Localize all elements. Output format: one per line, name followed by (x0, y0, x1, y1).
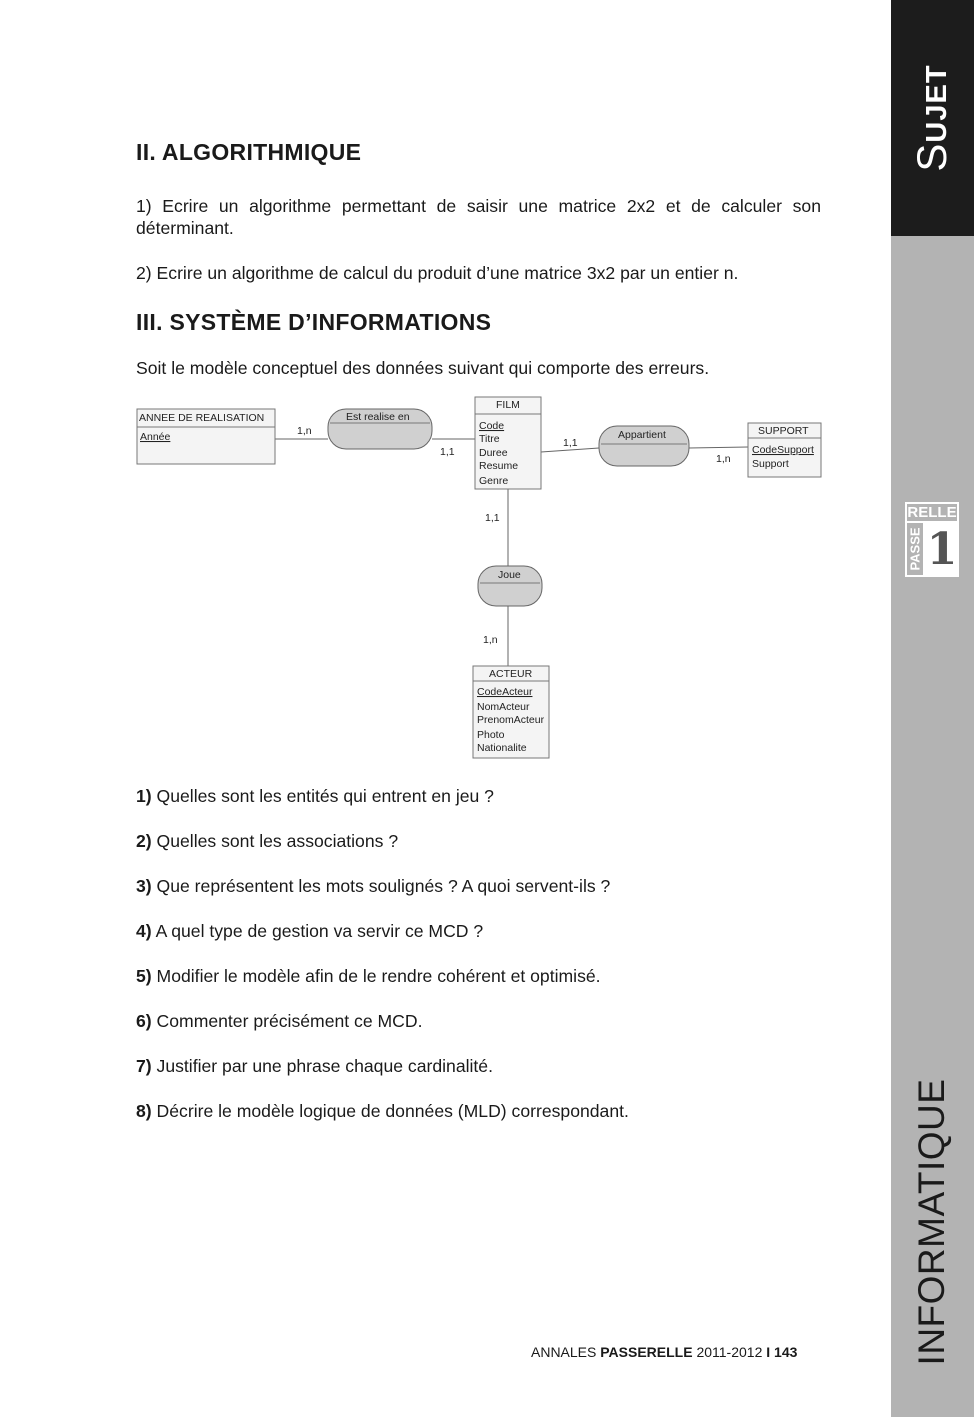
question-2-text: Quelles sont les associations ? (151, 831, 399, 851)
entity-support-attr-support: Support (752, 458, 789, 470)
sujet-label (908, 64, 956, 171)
section-heading-systeme-informations: III. SYSTÈME D’INFORMATIONS (136, 309, 492, 335)
card-support-appartient: 1,n (716, 453, 731, 465)
entity-acteur (473, 666, 549, 758)
sujet-initial: S (908, 142, 955, 172)
question-6-num: 6) (136, 1011, 152, 1031)
footer-years: 2011-2012 (692, 1344, 767, 1360)
entity-annee-attr: Année (140, 431, 171, 443)
question-1-text: Quelles sont les entités qui entrent en jeu ? (151, 786, 494, 806)
question-6-text: Commenter précisément ce MCD. (151, 1011, 423, 1031)
entity-film (475, 397, 541, 489)
question-3-text: Que représentent les mots soulignés ? A quoi servent-ils ? (151, 876, 611, 896)
footer-brand: PASSERELLE (600, 1344, 693, 1360)
question-5-num: 5) (136, 966, 152, 986)
assoc-appartient (599, 426, 689, 466)
assoc-joue (478, 566, 542, 606)
assoc-joue-label: Joue (498, 569, 521, 581)
question-2 (136, 831, 398, 852)
entity-film-attr-code: Code (479, 420, 505, 432)
question-7-num: 7) (136, 1056, 152, 1076)
question-4-text: A quel type de gestion va servir ce MCD ? (151, 921, 484, 941)
entity-acteur-attr-photo: Photo (477, 729, 505, 741)
card-film-joue: 1,1 (485, 512, 500, 524)
question-3-num: 3) (136, 876, 152, 896)
entity-acteur-attr-nationalite: Nationalite (477, 742, 527, 754)
link-appartient-support (689, 447, 748, 448)
entity-acteur-attr-prenom: PrenomActeur (477, 714, 545, 726)
question-algo-1: 1) Ecrire un algorithme permettant de saisir une matrice 2x2 et de calculer son déterminant. (136, 196, 821, 238)
assoc-realise-label: Est realise en (346, 411, 410, 423)
page-number: 143 (770, 1344, 798, 1360)
logo-top-text: RELLE (905, 502, 959, 523)
entity-film-attr-titre: Titre (479, 433, 500, 445)
footer-prefix: ANNALES (531, 1344, 601, 1360)
entity-film-attr-genre: Genre (479, 475, 509, 487)
question-1 (136, 786, 494, 807)
mcd-intro: Soit le modèle conceptuel des données suivant qui comporte des erreurs. (136, 358, 710, 378)
card-film-realise: 1,1 (440, 446, 455, 458)
section-heading-algorithmique: II. ALGORITHMIQUE (136, 139, 362, 165)
page-footer (531, 1344, 797, 1360)
question-8-text: Décrire le modèle logique de données (MLD) correspondant. (151, 1101, 629, 1121)
entity-film-attr-resume: Resume (479, 460, 519, 472)
question-algo-2: 2) Ecrire un algorithme de calcul du produit d’une matrice 3x2 par un entier n. (136, 263, 739, 283)
sujet-rest: UJET (921, 64, 953, 143)
entity-annee-title: ANNEE DE REALISATION (139, 412, 265, 424)
logo-side-box (905, 523, 925, 577)
entity-film-attr-duree: Duree (479, 447, 508, 459)
logo-number: 1 (926, 524, 958, 575)
assoc-appartient-label: Appartient (618, 429, 666, 441)
question-6 (136, 1011, 422, 1032)
question-4 (136, 921, 483, 942)
footer-separator: I (766, 1344, 771, 1360)
question-3 (136, 876, 610, 897)
entity-acteur-attr-nom: NomActeur (477, 701, 530, 713)
question-5-text: Modifier le modèle afin de le rendre cohérent et optimisé. (151, 966, 601, 986)
question-8 (136, 1101, 629, 1122)
question-8-num: 8) (136, 1101, 152, 1121)
card-film-appartient: 1,1 (563, 437, 578, 449)
question-2-num: 2) (136, 831, 152, 851)
entity-acteur-title: ACTEUR (489, 668, 533, 680)
card-acteur-joue: 1,n (483, 634, 498, 646)
entity-acteur-attr-code: CodeActeur (477, 686, 533, 698)
mcd-diagram (130, 392, 830, 764)
logo-side-text: PASSE (907, 527, 923, 571)
assoc-realise (328, 409, 432, 449)
entity-support-attr-code: CodeSupport (752, 444, 814, 456)
question-7-text: Justifier par une phrase chaque cardinalité. (151, 1056, 493, 1076)
entity-film-title: FILM (496, 399, 520, 411)
question-5 (136, 966, 601, 987)
entity-annee-realisation (137, 409, 275, 464)
card-annee-realise: 1,n (297, 425, 312, 437)
passerelle-logo (905, 502, 959, 577)
subject-label: INFORMATIQUE (911, 1078, 952, 1366)
entity-support-title: SUPPORT (758, 425, 809, 437)
question-4-num: 4) (136, 921, 152, 941)
question-1-num: 1) (136, 786, 152, 806)
question-7 (136, 1056, 493, 1077)
entity-support (748, 423, 821, 477)
